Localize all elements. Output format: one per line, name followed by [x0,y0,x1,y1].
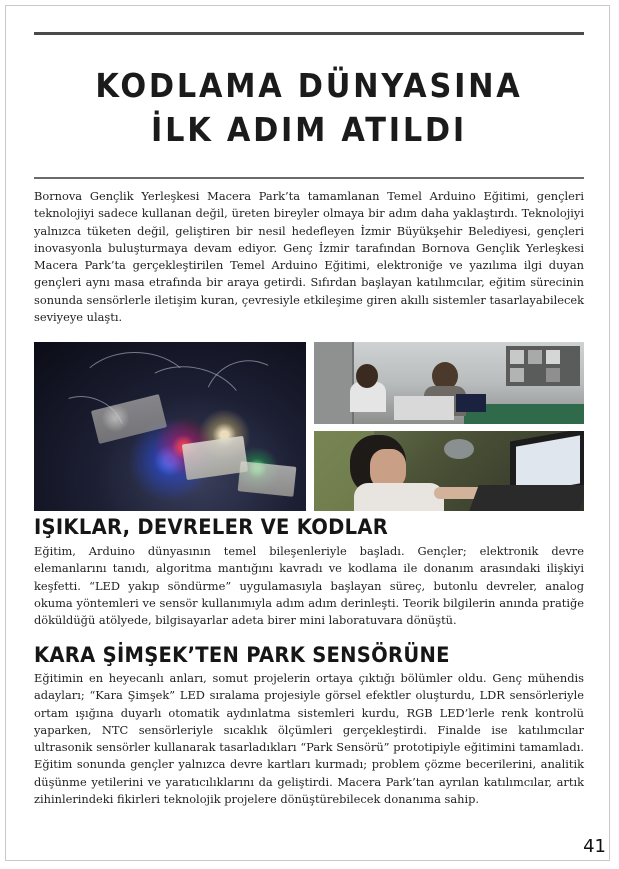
intro-paragraph: Bornova Gençlik Yerleşkesi Macera Park’ta tamamlanan Temel Arduino Eğitimi, gençleri teknolojiyi sadece kullanan değil, üreten bireyler olmaya bir adım daha yaklaştırdı. Teknolojiyi yalnızca tüketen değil, geliştiren bir nesil hedefleyen İzmir Büyükşehir Belediyesi, gençleri inovasyonla buluşturmaya devam ediyor. Genç İzmir tarafından Bornova Gençlik Yerleşkesi Macera Park’ta gerçekleştirilen Temel Arduino Eğitimi, elektroniğe ve yazılıma ilgi duyan gençleri aynı masa etrafında bir araya getirdi. Sıfırdan başlayan katılımcılar, eğitim sürecinin sonunda sensörlerle iletişim kuran, çevresiyle etkileşime giren akıllı sistemler tasarlayabilecek seviyeye ulaştı. [34,189,584,325]
photo-led-breadboards [34,342,306,511]
article-title [56,64,562,152]
section-1-paragraph: Eğitim, Arduino dünyasının temel bileşenleriyle başladı. Gençler; elektronik devre elemanlarını tanıdı, algoritma mantığını kavradı ve kodlama ile donanım arasındaki ilişkiyi keşfetti. “LED yakıp söndürme” uygulamasıyla başlayan süreç, butonlu devreler, analog okuma yöntemleri ve sensör kullanımıyla adım adım derinleşti. Teorik bilgilerin anında pratiğe döküldüğü atölyede, bilgisayarlar adeta birer mini laboratuvara dönüştü. [34,544,584,628]
title-divider [34,177,584,179]
title-line-1: KODLAMA DÜNYASINA [95,66,523,105]
section-heading-1: IŞIKLAR, DEVRELER VE KODLAR [34,515,389,539]
page-number: 41 [583,836,606,857]
section-2-paragraph: Eğitimin en heyecanlı anları, somut projelerin ortaya çıktığı bölümler oldu. Genç mühendis adayları; “Kara Şimşek” LED sıralama projesiyle görsel efektler oluşturdu, LDR sensörleriyle ortam ışığına duyarlı otomatik aydınlatma sistemleri kurdu, RGB LED’lerle renk kontrolü yaparken, NTC sensörleriyle sıcaklık ölçümleri gerçekleştirdi. Finalde ise katılımcılar ultrasonik sensörler kullanarak tasarladıkları “Park Sensörü” prototipiyle eğitimini tamamladı. Eğitim sonunda gençler yalnızca devre kartları kurmadı; problem çözme becerilerini, analitik düşünme yetilerini ve yaratıcılıklarını da geliştirdi. Macera Park’tan ayrılan katılımcılar, artık zihinlerindeki fikirleri teknolojik projelere dönüştürebilecek donanıma sahip. [34,671,584,807]
title-line-2: İLK ADIM ATILDI [151,110,467,149]
top-divider [34,32,584,35]
section-heading-2: KARA ŞİMŞEK’TEN PARK SENSÖRÜNE [34,643,450,667]
photo-classroom [314,342,584,424]
photo-student-laptop [314,431,584,511]
